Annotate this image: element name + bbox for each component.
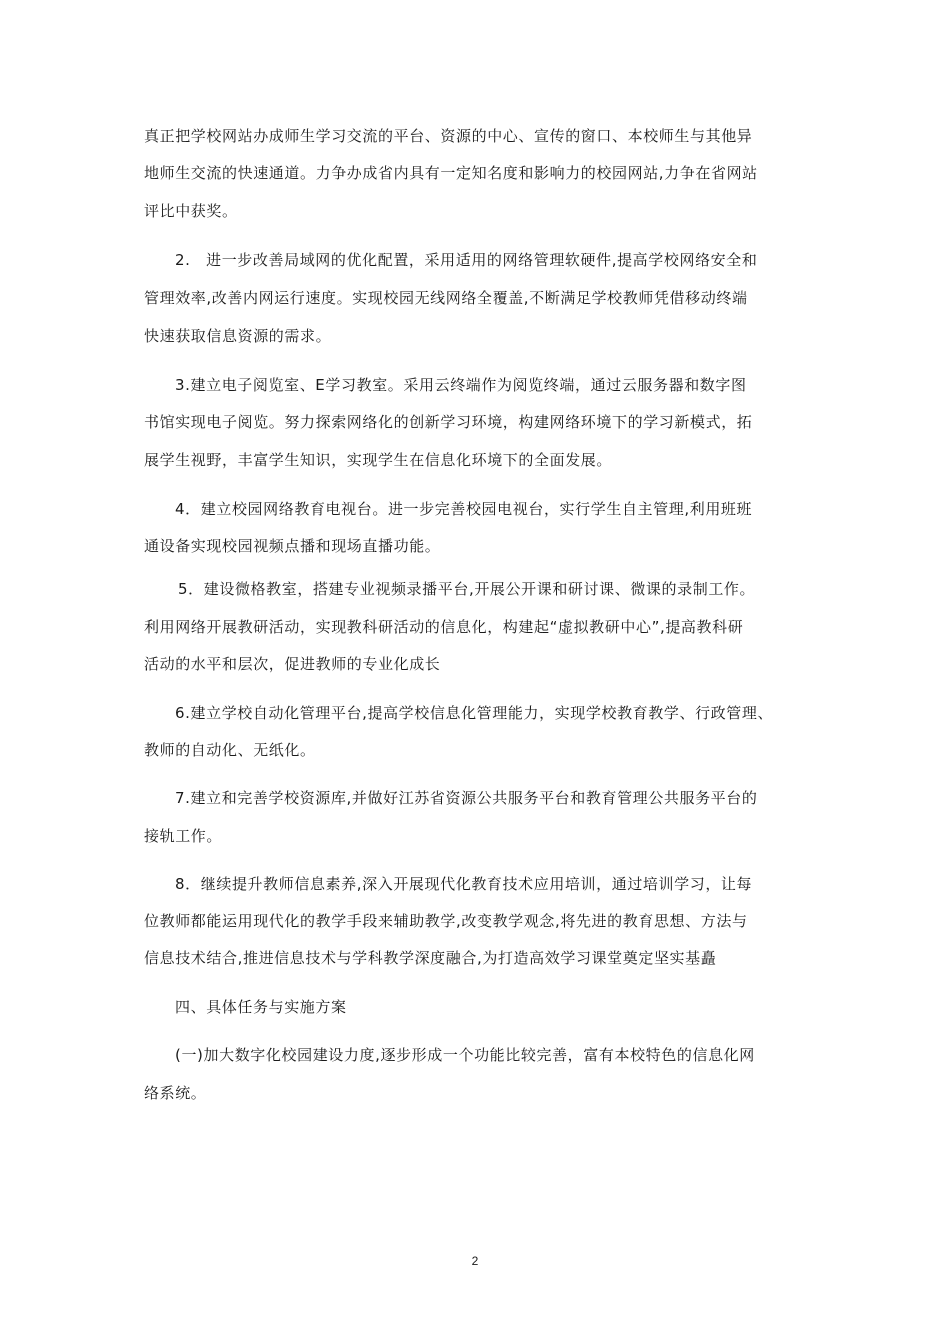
item-6-line-1: 6.建立学校自动化管理平台,提高学校信息化管理能力，实现学校教育教学、行政管理、 — [175, 704, 774, 722]
subsection-1-line-2: 络系统。 — [144, 1084, 207, 1102]
paragraph-1-line-2: 地师生交流的快速通道。力争办成省内具有一定知名度和影响力的校园网站,力争在省网站 — [144, 164, 758, 182]
item-4-line-1: 4．建立校园网络教育电视台。进一步完善校园电视台，实行学生自主管理,利用班班 — [175, 500, 753, 518]
item-2-line-1: 2. 进一步改善局域网的优化配置，采用适用的网络管理软硬件,提高学校网络安全和 — [175, 251, 758, 269]
item-5-line-2: 利用网络开展教研活动，实现教科研活动的信息化，构建起“虚拟教研中心”,提高教科研 — [144, 618, 744, 636]
paragraph-1-line-1: 真正把学校网站办成师生学习交流的平台、资源的中心、宣传的窗口、本校师生与其他异 — [144, 127, 753, 145]
page-number: 2 — [471, 1254, 479, 1268]
section-heading: 四、具体任务与实施方案 — [175, 998, 347, 1016]
item-3-line-3: 展学生视野，丰富学生知识，实现学生在信息化环境下的全面发展。 — [144, 451, 613, 469]
item-5-line-1: 5．建设微格教室，搭建专业视频录播平台,开展公开课和研讨课、微课的录制工作。 — [178, 580, 756, 598]
item-3-line-1: 3.建立电子阅览室、E学习教室。采用云终端作为阅览终端，通过云服务器和数字图 — [175, 376, 747, 394]
item-7-line-1: 7.建立和完善学校资源库,并做好江苏省资源公共服务平台和教育管理公共服务平台的 — [175, 789, 758, 807]
subsection-1-line-1: (一)加大数字化校园建设力度,逐步形成一个功能比较完善，富有本校特色的信息化网 — [175, 1046, 755, 1064]
item-7-line-2: 接轨工作。 — [144, 827, 223, 845]
paragraph-1-line-3: 评比中获奖。 — [144, 202, 238, 220]
item-8-line-1: 8．继续提升教师信息素养,深入开展现代化教育技术应用培训，通过培训学习，让每 — [175, 875, 753, 893]
item-2-line-3: 快速获取信息资源的需求。 — [144, 327, 332, 345]
item-3-line-2: 书馆实现电子阅览。努力探索网络化的创新学习环境，构建网络环境下的学习新模式，拓 — [144, 413, 753, 431]
item-4-line-2: 通设备实现校园视频点播和现场直播功能。 — [144, 537, 441, 555]
item-2-line-2: 管理效率,改善内网运行速度。实现校园无线网络全覆盖,不断满足学校教师凭借移动终端 — [144, 289, 748, 307]
item-6-line-2: 教师的自动化、无纸化。 — [144, 741, 316, 759]
item-5-line-3: 活动的水平和层次，促进教师的专业化成长 — [144, 655, 441, 673]
item-8-line-3: 信息技术结合,推进信息技术与学科教学深度融合,为打造高效学习课堂奠定坚实基矗 — [144, 949, 717, 967]
item-8-line-2: 位教师都能运用现代化的教学手段来辅助教学,改变教学观念,将先进的教育思想、方法与 — [144, 912, 748, 930]
